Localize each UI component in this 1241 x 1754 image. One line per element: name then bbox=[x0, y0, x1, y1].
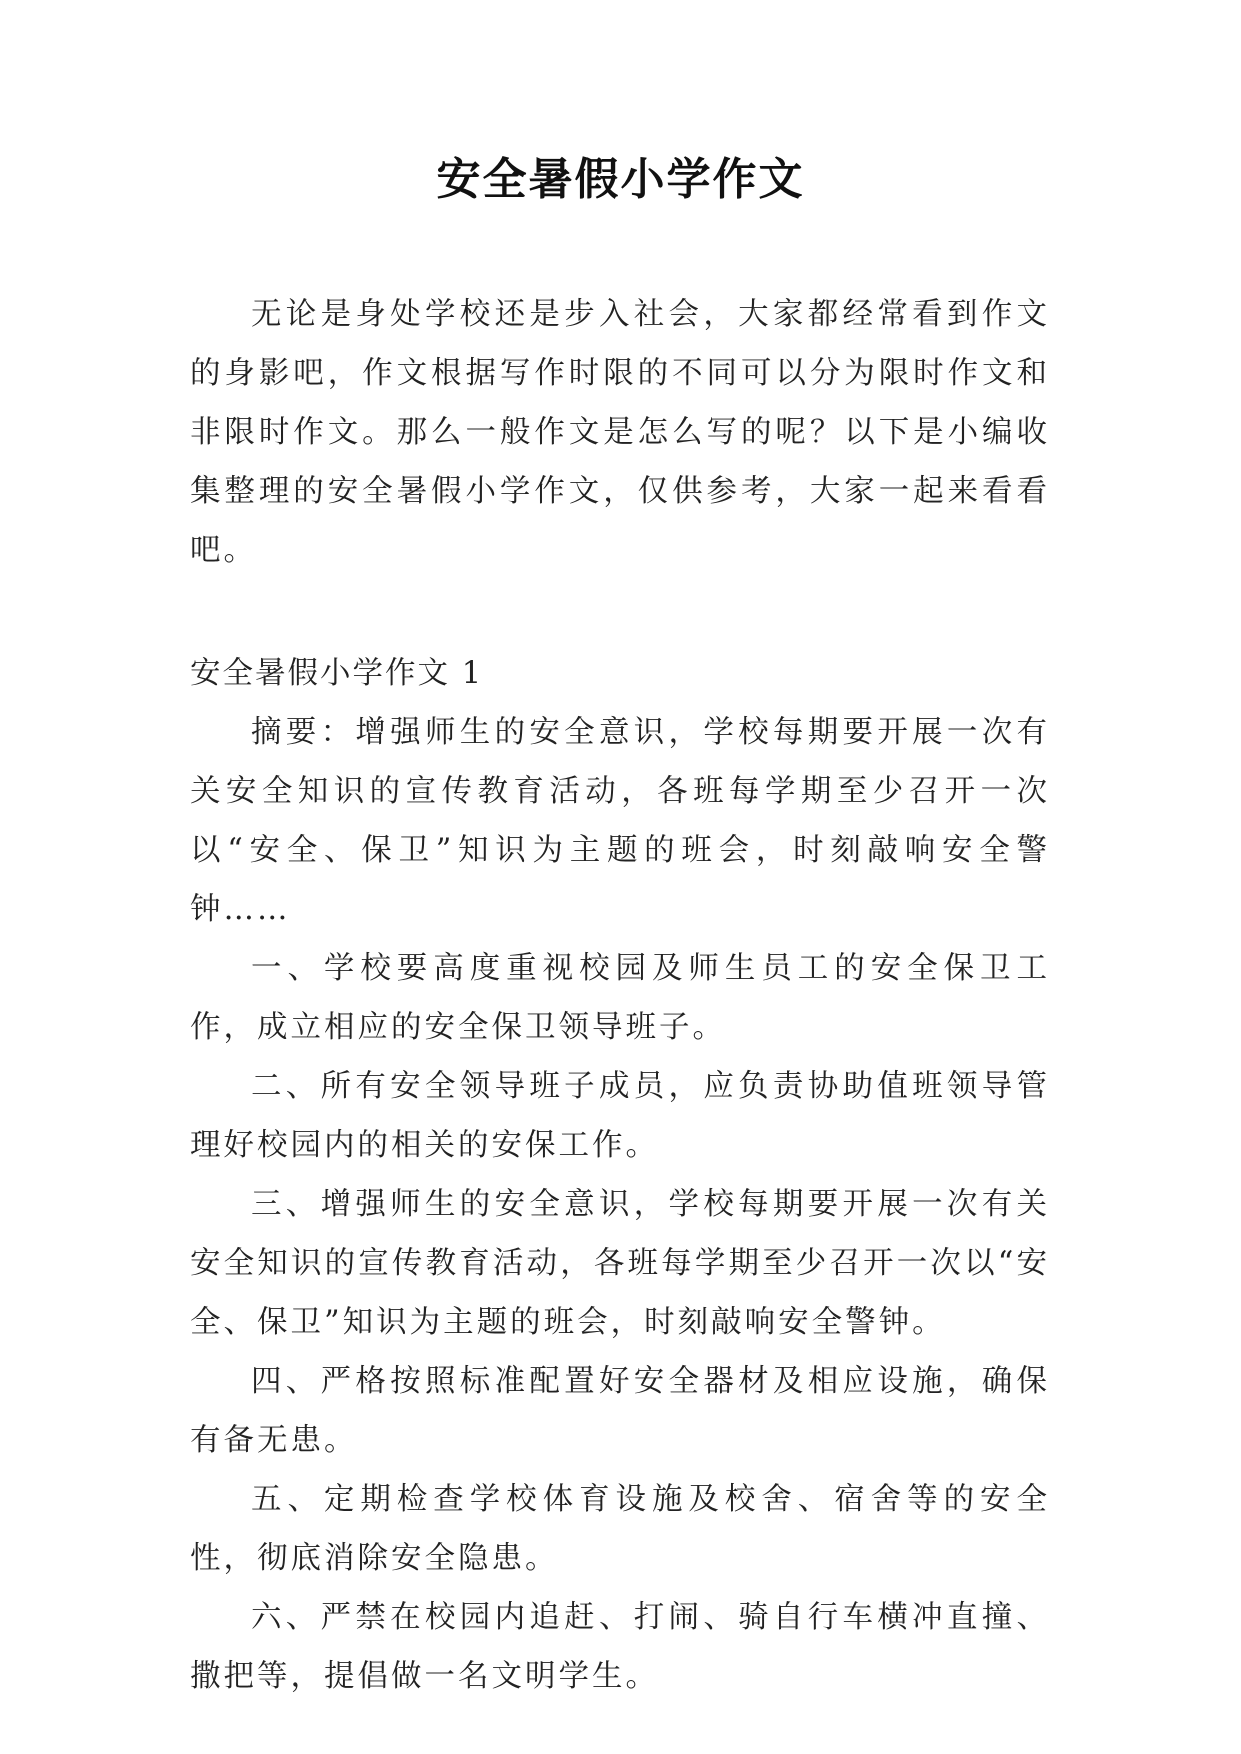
rule-paragraph-1: 一、学校要高度重视校园及师生员工的安全保卫工作，成立相应的安全保卫领导班子。 bbox=[190, 951, 1050, 1045]
rule-paragraph-2: 二、所有安全领导班子成员，应负责协助值班领导管理好校园内的相关的安保工作。 bbox=[190, 1069, 1050, 1163]
section-heading: 安全暑假小学作文 1 bbox=[190, 656, 484, 691]
document-body bbox=[190, 285, 1050, 1706]
summary-paragraph: 摘要：增强师生的安全意识，学校每期要开展一次有关安全知识的宣传教育活动，各班每学期至少召开一次以“安全、保卫”知识为主题的班会，时刻敲响安全警钟…… bbox=[190, 715, 1050, 927]
rule-paragraph-4: 四、严格按照标准配置好安全器材及相应设施，确保有备无患。 bbox=[190, 1364, 1050, 1458]
rule-paragraph-6: 六、严禁在校园内追赶、打闹、骑自行车横冲直撞、撒把等，提倡做一名文明学生。 bbox=[190, 1600, 1050, 1694]
document-title: 安全暑假小学作文 bbox=[436, 154, 805, 205]
rule-paragraph-3: 三、增强师生的安全意识，学校每期要开展一次有关安全知识的宣传教育活动，各班每学期至少召开一次以“安全、保卫”知识为主题的班会，时刻敲响安全警钟。 bbox=[190, 1187, 1050, 1340]
intro-paragraph: 无论是身处学校还是步入社会，大家都经常看到作文的身影吧，作文根据写作时限的不同可以分为限时作文和非限时作文。那么一般作文是怎么写的呢？以下是小编收集整理的安全暑假小学作文，仅供参考，大家一起来看看吧。 bbox=[190, 297, 1050, 568]
rule-paragraph-5: 五、定期检查学校体育设施及校舍、宿舍等的安全性，彻底消除安全隐患。 bbox=[190, 1482, 1050, 1576]
